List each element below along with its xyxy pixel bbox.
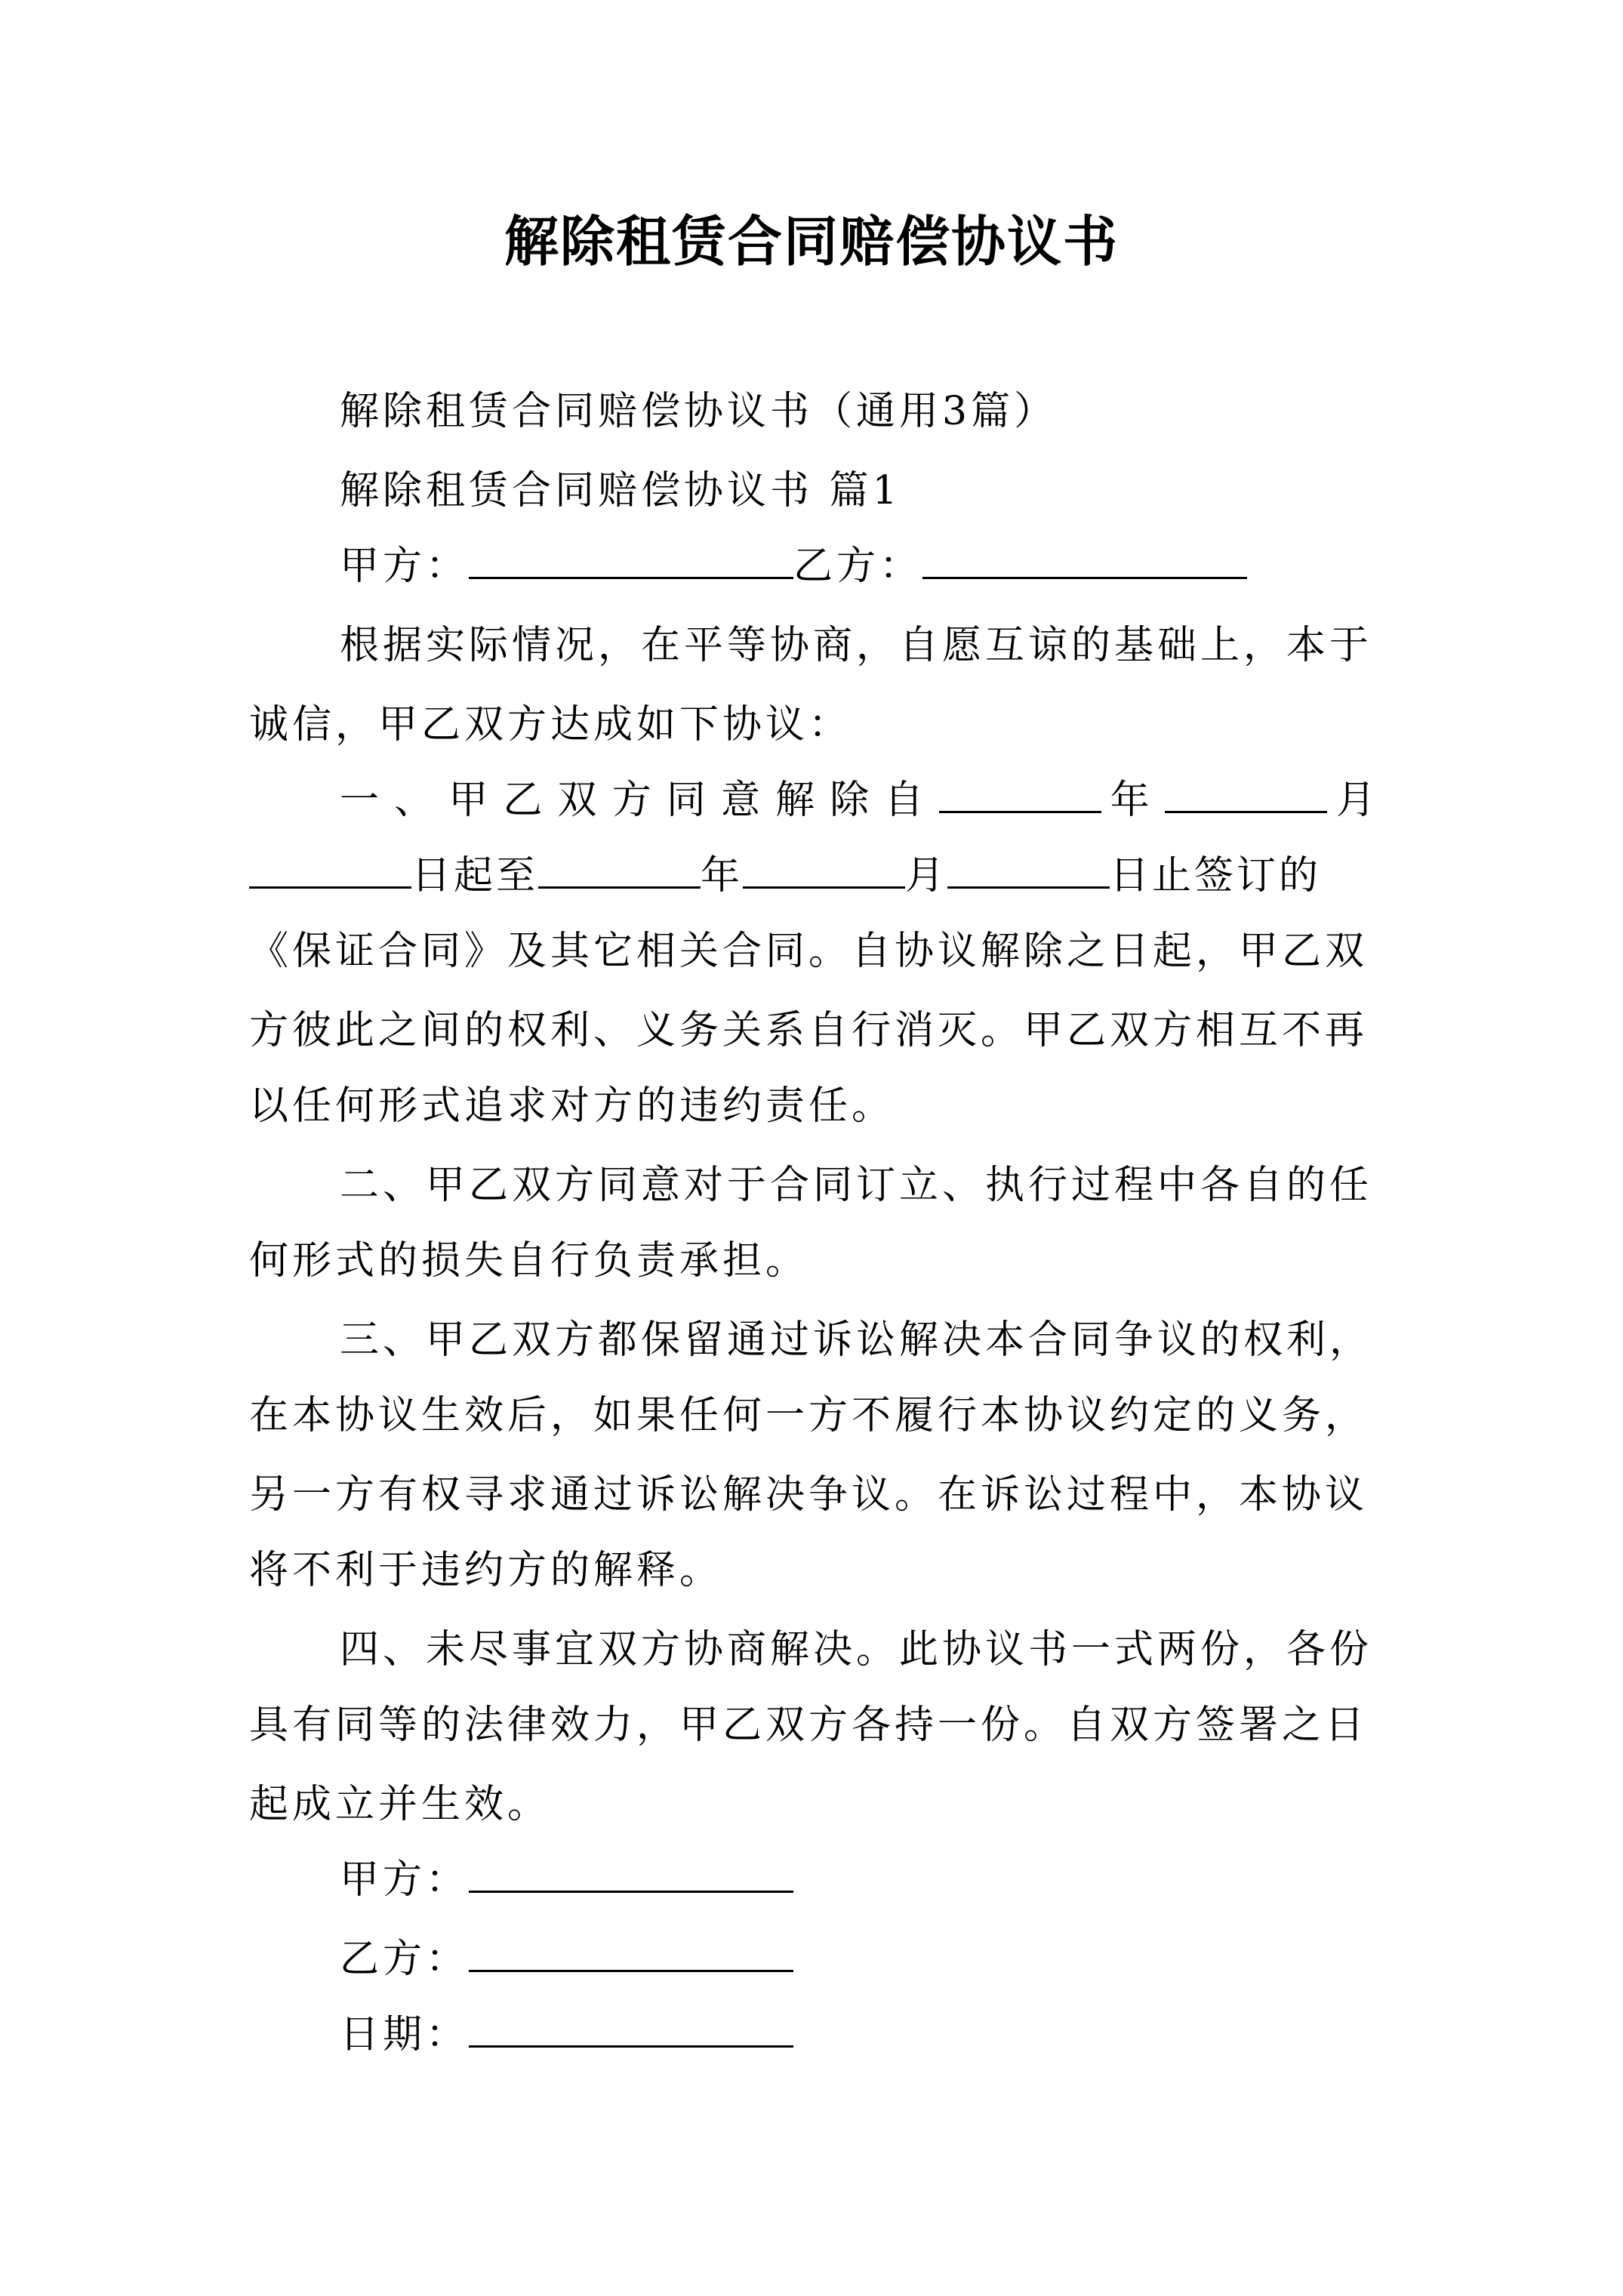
clause1-month-blank bbox=[1165, 764, 1327, 813]
clause3-line-2: 在本协议生效后，如果任何一方不履行本协议约定的义务， bbox=[249, 1393, 1369, 1438]
clause1-year-blank bbox=[939, 764, 1101, 813]
section-heading: 解除租赁合同赔偿协议书 篇1 bbox=[340, 468, 901, 513]
clause4-line-3: 起成立并生效。 bbox=[249, 1782, 551, 1827]
clause1-part1: 一、甲乙双方同意解除自 bbox=[340, 778, 939, 823]
document-subtitle: 解除租赁合同赔偿协议书（通用3篇） bbox=[340, 389, 1058, 434]
clause1-month2: 月 bbox=[905, 853, 948, 898]
clause1-day-from: 日起至 bbox=[411, 853, 539, 898]
signature-party-a bbox=[340, 1842, 1381, 1918]
signature-party-a-label: 甲方： bbox=[340, 1857, 470, 1903]
clause1-line-1 bbox=[340, 763, 1381, 838]
signature-party-a-blank bbox=[469, 1844, 793, 1893]
intro-line-2: 诚信，甲乙双方达成如下协议： bbox=[249, 702, 852, 747]
intro-line-1: 根据实际情况，在平等协商，自愿互谅的基础上，本于 bbox=[340, 623, 1373, 668]
clause1-day2-blank bbox=[947, 840, 1110, 889]
clause4-line-1: 四、未尽事宜双方协商解决。此协议书一式两份，各份 bbox=[340, 1627, 1373, 1672]
signature-party-b-label: 乙方： bbox=[340, 1937, 470, 1982]
party-a-blank bbox=[469, 530, 793, 579]
clause2-line-1: 二、甲乙双方同意对于合同订立、执行过程中各自的任 bbox=[340, 1163, 1373, 1208]
signature-party-b-blank bbox=[469, 1923, 793, 1972]
party-b-label: 乙方： bbox=[793, 544, 923, 589]
parties-line bbox=[340, 529, 1381, 604]
clause1-year2-blank bbox=[538, 840, 701, 889]
clause3-line-3: 另一方有权寻求通过诉讼解决争议。在诉讼过程中，本协议 bbox=[249, 1472, 1369, 1518]
signature-date-label: 日期： bbox=[340, 2012, 470, 2057]
clause2-line-2: 何形式的损失自行负责承担。 bbox=[249, 1238, 809, 1284]
party-a-label: 甲方： bbox=[340, 544, 470, 589]
signature-party-b bbox=[340, 1922, 1381, 1997]
party-b-blank bbox=[922, 530, 1247, 579]
clause1-year: 年 bbox=[1101, 778, 1165, 823]
document-title: 解除租赁合同赔偿协议书 bbox=[504, 209, 1119, 273]
clause1-day-blank bbox=[249, 840, 411, 889]
signature-date-blank bbox=[469, 1999, 793, 2048]
clause1-month2-blank bbox=[743, 840, 905, 889]
clause1-month: 月 bbox=[1326, 778, 1381, 823]
clause1-line-4: 方彼此之间的权利、义务关系自行消灭。甲乙双方相互不再 bbox=[249, 1008, 1369, 1053]
clause3-line-1: 三、甲乙双方都保留通过诉讼解决本合同争议的权利， bbox=[340, 1318, 1373, 1363]
clause1-day-to: 日止签订的 bbox=[1110, 853, 1322, 898]
clause1-line-3: 《保证合同》及其它相关合同。自协议解除之日起，甲乙双 bbox=[249, 929, 1369, 974]
clause1-year2: 年 bbox=[701, 853, 744, 898]
clause1-line-5: 以任何形式追求对方的违约责任。 bbox=[249, 1083, 895, 1129]
signature-date bbox=[340, 1997, 1381, 2073]
clause1-line-2 bbox=[249, 838, 1381, 914]
clause4-line-2: 具有同等的法律效力，甲乙双方各持一份。自双方签署之日 bbox=[249, 1703, 1369, 1748]
clause3-line-4: 将不利于违约方的解释。 bbox=[249, 1548, 723, 1593]
